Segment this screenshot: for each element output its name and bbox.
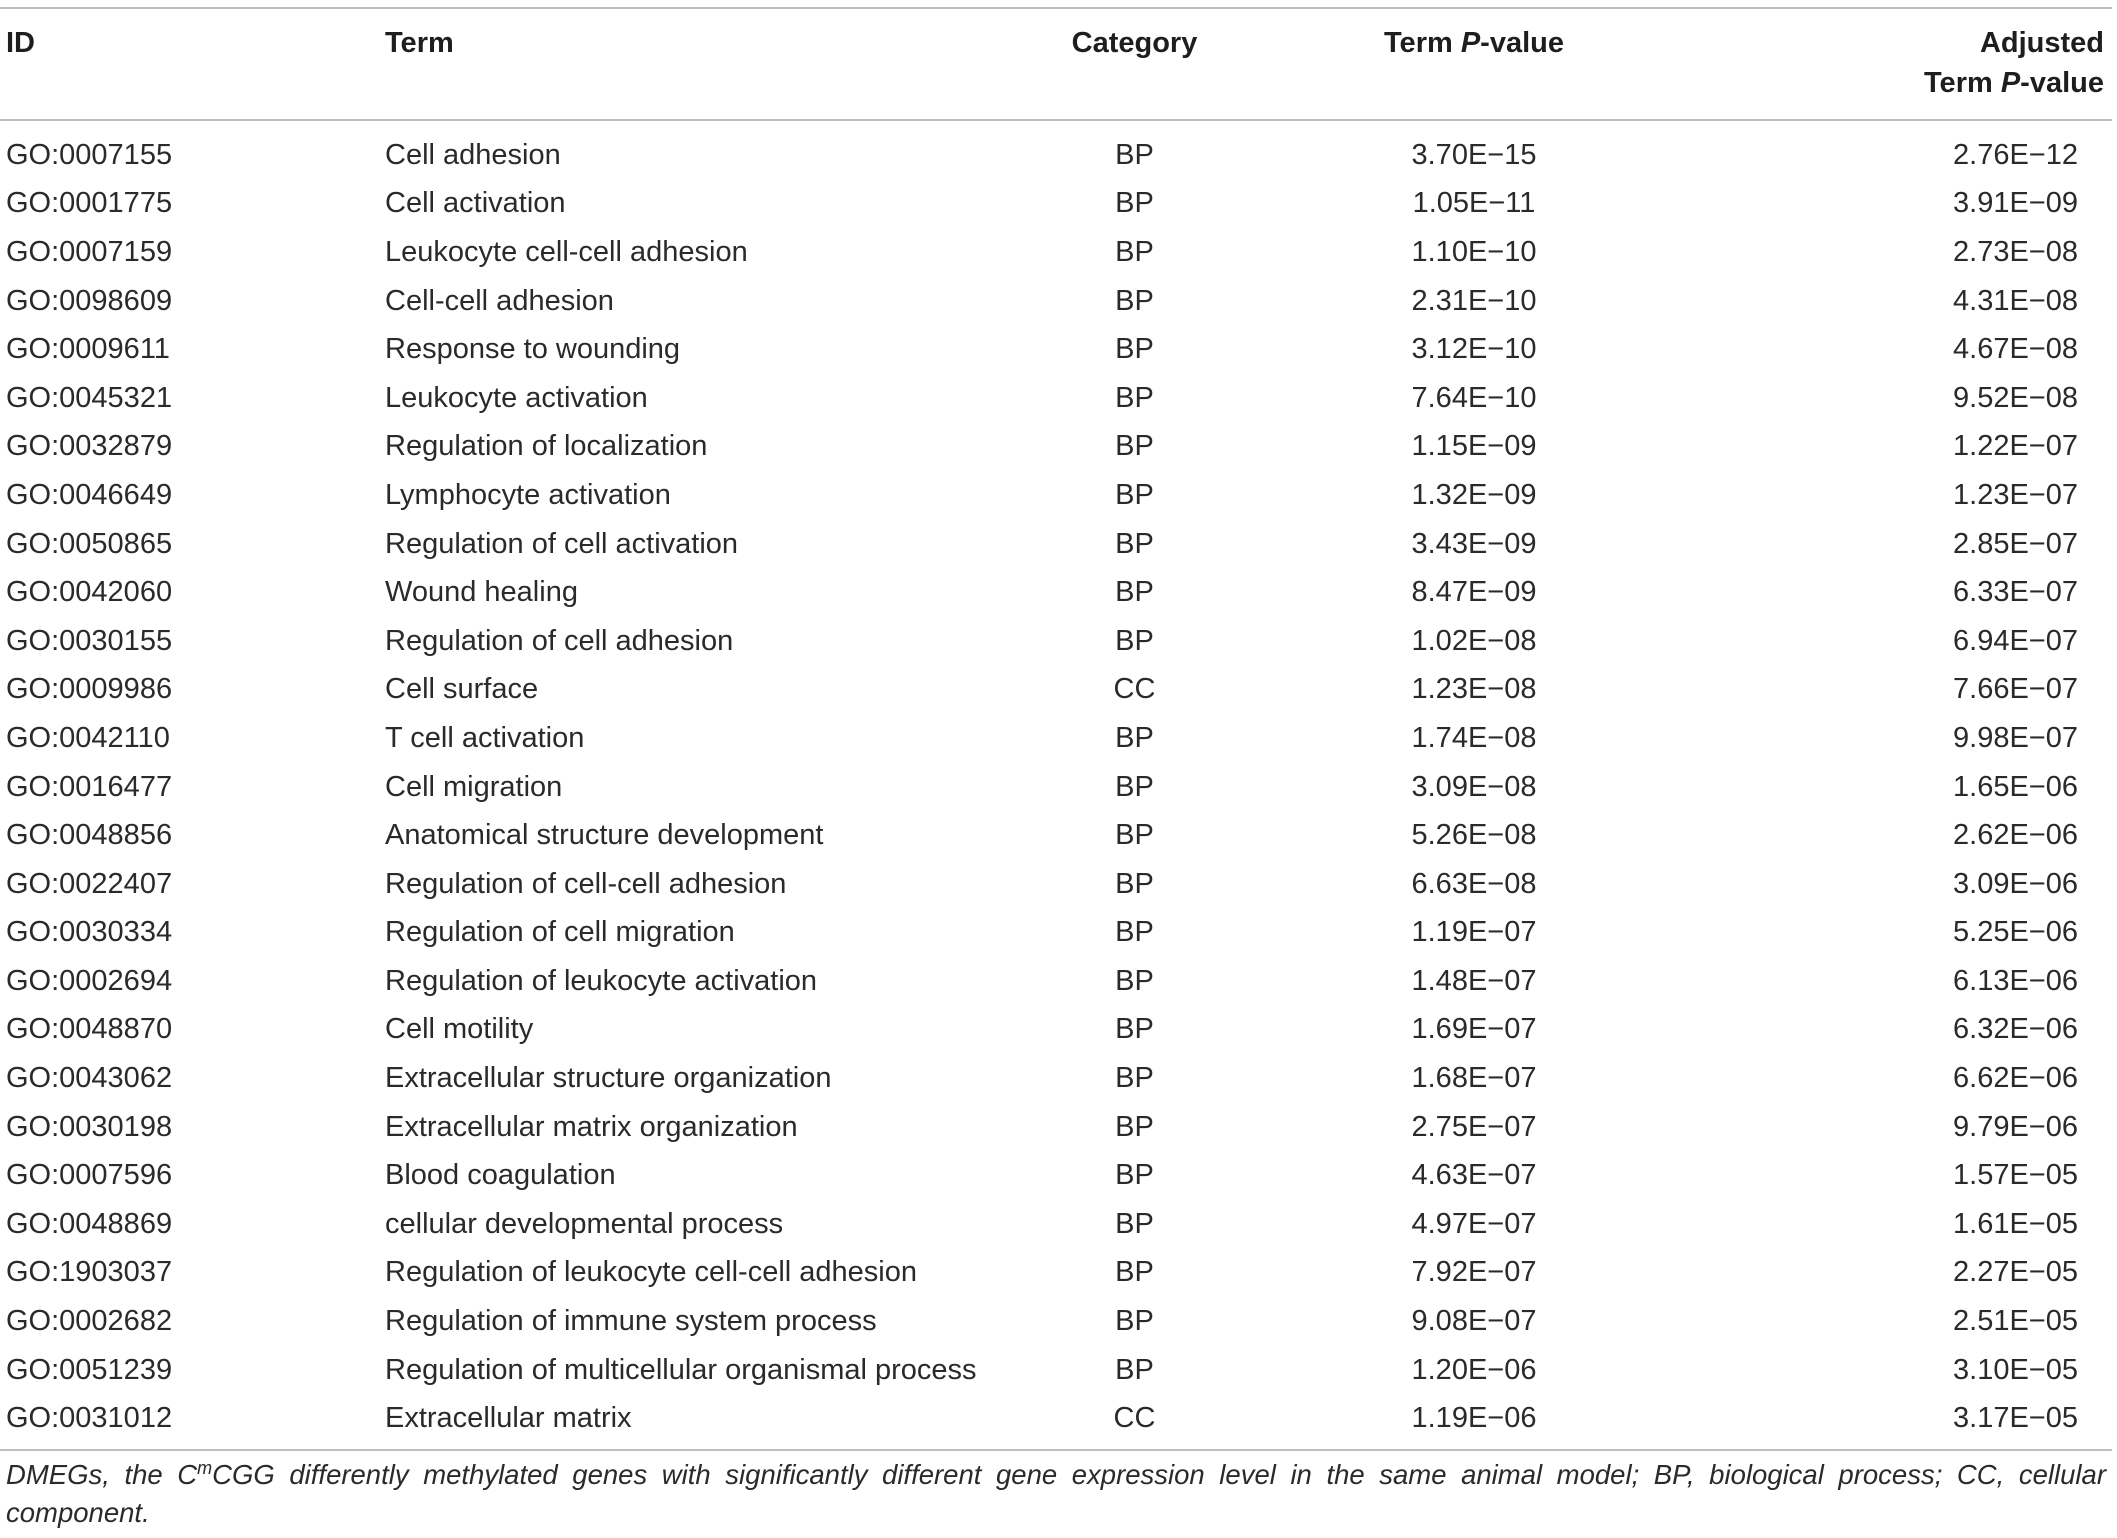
cell-category: BP (1115, 819, 1154, 852)
cell-term-p-value: 3.09E−08 (1411, 770, 1537, 803)
cell-term: Cell migration (385, 770, 563, 803)
table-row (0, 714, 2112, 763)
cell-adjusted-p-value: 4.67E−08 (1953, 333, 2078, 366)
cell-term: Regulation of cell adhesion (385, 624, 734, 657)
cell-term: Leukocyte activation (385, 381, 648, 414)
cell-term: Regulation of immune system process (385, 1305, 877, 1338)
header-id (0, 8, 385, 120)
cell-term: Cell activation (385, 187, 566, 220)
table-row (0, 1394, 2112, 1450)
cell-category: BP (1115, 916, 1154, 949)
cell-id: GO:0030155 (6, 624, 173, 657)
cell-term-p-value: 9.08E−07 (1411, 1305, 1537, 1338)
cell-term-p-value: 1.23E−08 (1411, 673, 1537, 706)
cell-category: BP (1115, 1062, 1154, 1095)
header-adjusted-p-value (1694, 8, 2112, 120)
cell-category: BP (1115, 770, 1154, 803)
cell-id: GO:1903037 (6, 1256, 173, 1289)
cell-term: Regulation of cell-cell adhesion (385, 867, 787, 900)
cell-term-p-value: 7.64E−10 (1411, 381, 1537, 414)
cell-term: Extracellular matrix organization (385, 1110, 798, 1143)
cell-category: BP (1115, 284, 1154, 317)
cell-category: BP (1115, 1256, 1154, 1289)
cell-term: Leukocyte cell-cell adhesion (385, 235, 748, 268)
cell-id: GO:0009986 (6, 673, 173, 706)
table-row (0, 120, 2112, 180)
cell-adjusted-p-value: 6.13E−06 (1953, 964, 2078, 997)
cell-id: GO:0048856 (6, 819, 173, 852)
cell-adjusted-p-value: 3.91E−09 (1953, 187, 2078, 220)
cell-category: BP (1115, 381, 1154, 414)
cell-id: GO:0046649 (6, 478, 173, 511)
cell-term: Regulation of multicellular organismal process (385, 1353, 977, 1386)
cell-term-p-value: 8.47E−09 (1411, 576, 1537, 609)
cell-id: GO:0007155 (6, 138, 173, 171)
cell-term-p-value: 4.97E−07 (1411, 1207, 1537, 1240)
table-row (0, 471, 2112, 520)
table-row (0, 228, 2112, 277)
table-row (0, 957, 2112, 1006)
table-row (0, 374, 2112, 423)
header-term-p-prefix: Term (1384, 27, 1461, 59)
cell-term-p-value: 1.05E−11 (1412, 187, 1536, 220)
cell-id: GO:0043062 (6, 1062, 173, 1095)
cell-term-p-value: 1.69E−07 (1411, 1013, 1537, 1046)
table-row (0, 1200, 2112, 1249)
cell-adjusted-p-value: 9.98E−07 (1953, 721, 2078, 754)
cell-term: Regulation of cell activation (385, 527, 739, 560)
cell-adjusted-p-value: 2.73E−08 (1953, 235, 2078, 268)
table-row (0, 1346, 2112, 1395)
table-row (0, 617, 2112, 666)
cell-adjusted-p-value: 4.31E−08 (1953, 284, 2078, 317)
table-row (0, 277, 2112, 326)
cell-adjusted-p-value: 9.79E−06 (1953, 1110, 2078, 1143)
cell-category: BP (1115, 721, 1154, 754)
cell-term-p-value: 1.10E−10 (1411, 235, 1537, 268)
cell-term-p-value: 1.68E−07 (1411, 1062, 1537, 1095)
cell-id: GO:0048869 (6, 1207, 173, 1240)
cell-adjusted-p-value: 2.76E−12 (1953, 138, 2078, 171)
cell-category: BP (1115, 1207, 1154, 1240)
cell-adjusted-p-value: 3.10E−05 (1953, 1353, 2078, 1386)
cell-id: GO:0030198 (6, 1110, 173, 1143)
table-row (0, 1297, 2112, 1346)
cell-id: GO:0050865 (6, 527, 173, 560)
table-row (0, 325, 2112, 374)
cell-id: GO:0016477 (6, 770, 173, 803)
table-foot (0, 1450, 2112, 1451)
cell-id: GO:0030334 (6, 916, 173, 949)
table-row (0, 423, 2112, 472)
cell-term: cellular developmental process (385, 1207, 784, 1240)
table-row (0, 1249, 2112, 1298)
cell-term: Regulation of leukocyte activation (385, 964, 818, 997)
header-term-p-suffix: -value (1480, 27, 1564, 59)
cell-category: BP (1115, 430, 1154, 463)
cell-adjusted-p-value: 1.22E−07 (1953, 430, 2078, 463)
cell-term-p-value: 1.19E−06 (1411, 1402, 1537, 1435)
cell-term-p-value: 5.26E−08 (1411, 819, 1537, 852)
cell-id: GO:0001775 (6, 187, 173, 220)
table-row (0, 520, 2112, 569)
cell-category: BP (1115, 867, 1154, 900)
cell-category: CC (1113, 673, 1156, 706)
cell-category: BP (1115, 1110, 1154, 1143)
cell-id: GO:0007596 (6, 1159, 173, 1192)
table-row (0, 909, 2112, 958)
cell-adjusted-p-value: 6.62E−06 (1953, 1062, 2078, 1095)
cell-adjusted-p-value: 1.57E−05 (1953, 1159, 2078, 1192)
bottom-rule (0, 1450, 2112, 1451)
table-row (0, 666, 2112, 715)
cell-adjusted-p-value: 3.17E−05 (1953, 1402, 2078, 1435)
header-category (1015, 8, 1254, 120)
cell-category: BP (1115, 478, 1154, 511)
cell-term-p-value: 3.70E−15 (1411, 138, 1537, 171)
cell-term-p-value: 1.15E−09 (1411, 430, 1537, 463)
cell-term-p-value: 1.20E−06 (1411, 1353, 1537, 1386)
cell-term-p-value: 1.32E−09 (1411, 478, 1537, 511)
cell-category: BP (1115, 624, 1154, 657)
cell-adjusted-p-value: 6.32E−06 (1953, 1013, 2078, 1046)
cell-term: T cell activation (385, 721, 585, 754)
table-row (0, 1006, 2112, 1055)
cell-term-p-value: 3.12E−10 (1411, 333, 1537, 366)
cell-category: CC (1113, 1402, 1156, 1435)
table-footnote (6, 1456, 2106, 1532)
cell-term-p-value: 7.92E−07 (1411, 1256, 1537, 1289)
cell-term-p-value: 3.43E−09 (1411, 527, 1537, 560)
cell-id: GO:0007159 (6, 235, 173, 268)
cell-adjusted-p-value: 2.62E−06 (1953, 819, 2078, 852)
cell-term: Cell-cell adhesion (385, 284, 614, 317)
cell-category: BP (1115, 527, 1154, 560)
cell-id: GO:0002682 (6, 1305, 173, 1338)
cell-adjusted-p-value: 1.65E−06 (1953, 770, 2078, 803)
header-row (0, 8, 2112, 120)
header-term-p-value (1254, 8, 1694, 120)
header-adj-suffix: -value (2020, 67, 2104, 99)
footnote-superscript: m (197, 1457, 213, 1478)
cell-term-p-value: 4.63E−07 (1411, 1159, 1537, 1192)
cell-term: Cell surface (385, 673, 539, 706)
cell-term: Extracellular structure organization (385, 1062, 832, 1095)
cell-adjusted-p-value: 6.33E−07 (1953, 576, 2078, 609)
table-row (0, 180, 2112, 229)
cell-id: GO:0009611 (6, 333, 170, 366)
cell-term: Extracellular matrix (385, 1402, 632, 1435)
header-adj-prefix: Term (1924, 67, 2001, 99)
cell-category: BP (1115, 187, 1154, 220)
cell-id: GO:0042110 (6, 721, 170, 754)
cell-term: Wound healing (385, 576, 578, 609)
footnote-part1: DMEGs, the C (6, 1459, 198, 1490)
cell-adjusted-p-value: 2.85E−07 (1953, 527, 2078, 560)
cell-term-p-value: 1.48E−07 (1411, 964, 1537, 997)
cell-id: GO:0042060 (6, 576, 173, 609)
cell-id: GO:0098609 (6, 284, 173, 317)
cell-category: BP (1115, 333, 1154, 366)
header-term-label: Term (385, 27, 454, 59)
cell-adjusted-p-value: 1.23E−07 (1953, 478, 2078, 511)
cell-term: Cell motility (385, 1013, 534, 1046)
cell-term: Response to wounding (385, 333, 681, 366)
cell-category: BP (1115, 1013, 1154, 1046)
cell-adjusted-p-value: 9.52E−08 (1953, 381, 2078, 414)
cell-category: BP (1115, 576, 1154, 609)
cell-term-p-value: 2.75E−07 (1411, 1110, 1537, 1143)
cell-adjusted-p-value: 2.27E−05 (1953, 1256, 2078, 1289)
cell-id: GO:0031012 (6, 1402, 173, 1435)
cell-category: BP (1115, 235, 1154, 268)
cell-category: BP (1115, 1353, 1154, 1386)
cell-term: Anatomical structure development (385, 819, 824, 852)
header-term-p-italic: P (1460, 27, 1481, 59)
cell-id: GO:0048870 (6, 1013, 173, 1046)
cell-adjusted-p-value: 3.09E−06 (1953, 867, 2078, 900)
cell-id: GO:0045321 (6, 381, 173, 414)
cell-term-p-value: 1.74E−08 (1411, 721, 1537, 754)
table-row (0, 1151, 2112, 1200)
cell-term-p-value: 1.02E−08 (1411, 624, 1537, 657)
table-row (0, 568, 2112, 617)
table-row (0, 860, 2112, 909)
cell-adjusted-p-value: 1.61E−05 (1953, 1207, 2078, 1240)
table-body (0, 120, 2112, 1450)
cell-category: BP (1115, 138, 1154, 171)
table-row (0, 1103, 2112, 1152)
cell-category: BP (1115, 1159, 1154, 1192)
cell-adjusted-p-value: 6.94E−07 (1953, 624, 2078, 657)
footnote-part2: CGG differently methylated genes with significantly different gene expression level in the same animal model; BP, biological process; CC, cellular component. (6, 1459, 2106, 1528)
cell-term-p-value: 1.19E−07 (1411, 916, 1537, 949)
cell-id: GO:0051239 (6, 1353, 173, 1386)
table-row (0, 763, 2112, 812)
cell-id: GO:0032879 (6, 430, 173, 463)
go-enrichment-table (0, 7, 2112, 1451)
cell-category: BP (1115, 964, 1154, 997)
header-term (385, 8, 1015, 120)
cell-adjusted-p-value: 7.66E−07 (1953, 673, 2078, 706)
cell-term-p-value: 6.63E−08 (1411, 867, 1537, 900)
cell-term: Regulation of leukocyte cell-cell adhesion (385, 1256, 917, 1289)
cell-term: Blood coagulation (385, 1159, 616, 1192)
header-id-label: ID (6, 27, 35, 59)
cell-id: GO:0002694 (6, 964, 173, 997)
table-row (0, 1054, 2112, 1103)
cell-term: Regulation of localization (385, 430, 708, 463)
header-adj-line1: Adjusted (1979, 27, 2104, 59)
cell-term: Lymphocyte activation (385, 478, 671, 511)
cell-term: Cell adhesion (385, 138, 561, 171)
cell-adjusted-p-value: 5.25E−06 (1953, 916, 2078, 949)
table-header (0, 8, 2112, 120)
cell-category: BP (1115, 1305, 1154, 1338)
cell-term-p-value: 2.31E−10 (1411, 284, 1537, 317)
cell-id: GO:0022407 (6, 867, 173, 900)
header-category-label: Category (1071, 27, 1198, 59)
header-adj-italic: P (2000, 67, 2021, 99)
cell-adjusted-p-value: 2.51E−05 (1953, 1305, 2078, 1338)
cell-term: Regulation of cell migration (385, 916, 735, 949)
table-row (0, 811, 2112, 860)
